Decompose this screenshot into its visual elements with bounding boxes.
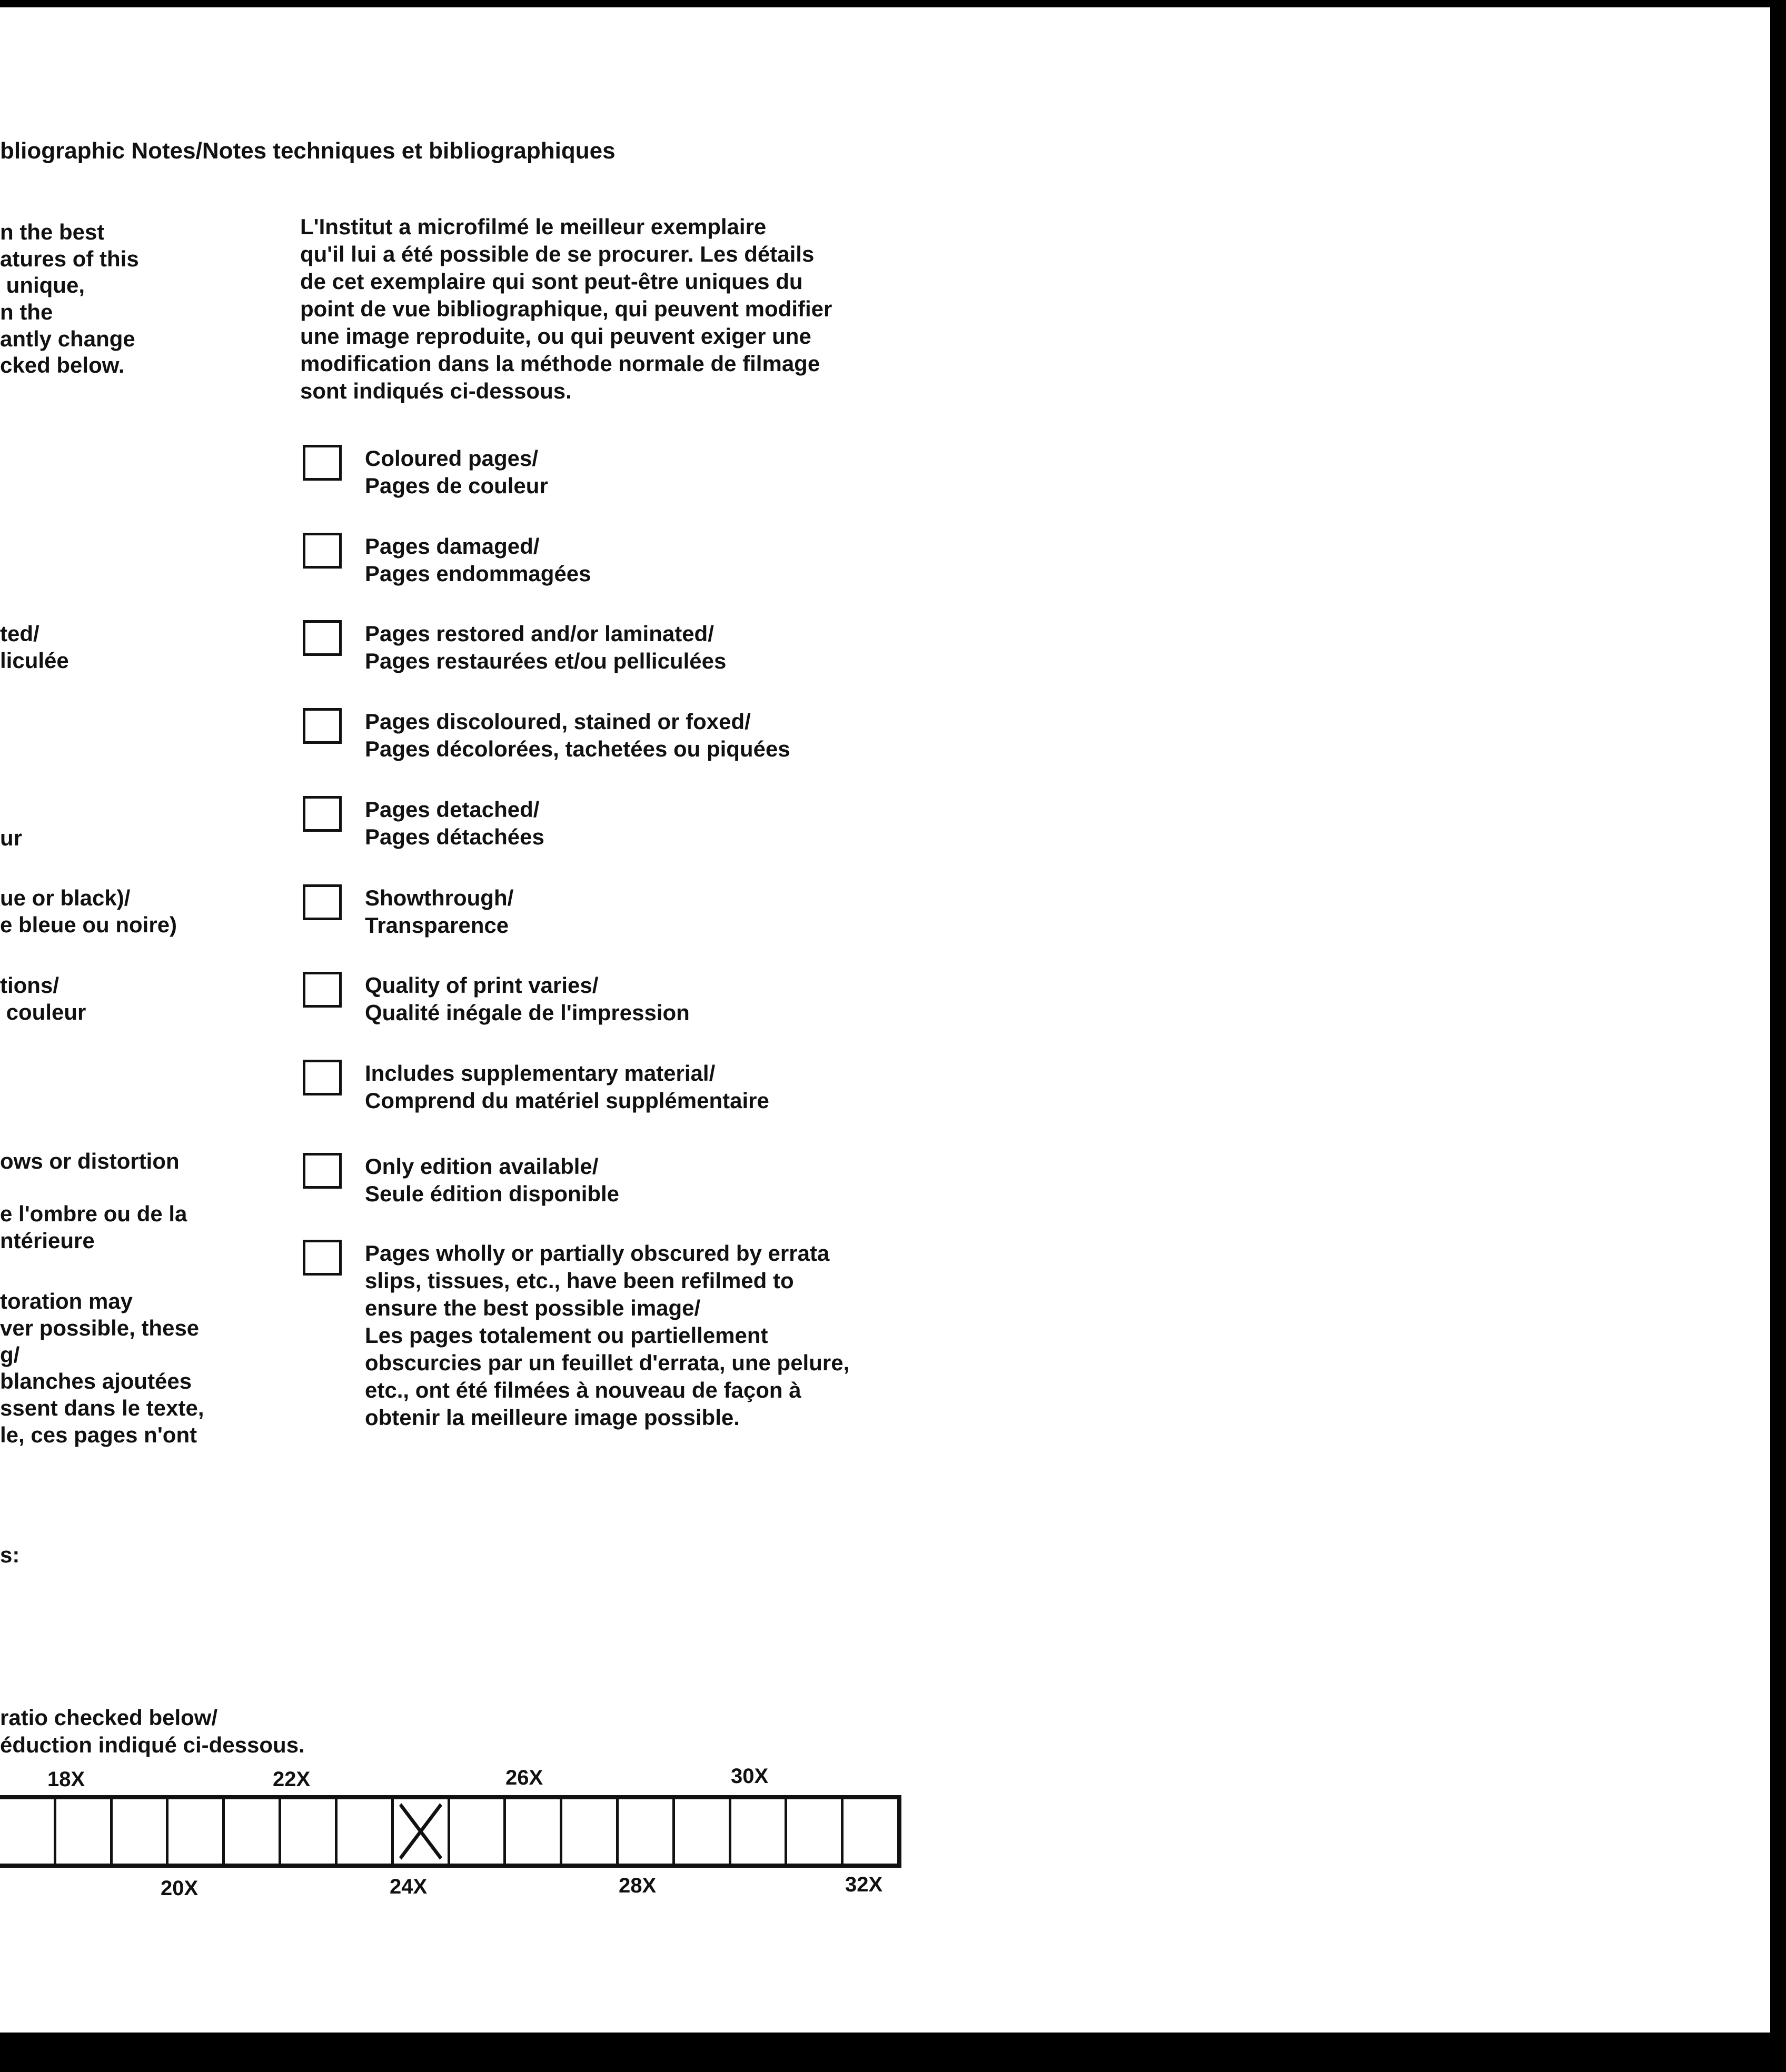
checkbox-quality-of-print[interactable] xyxy=(303,972,342,1008)
checklist-label-en: Showthrough/ xyxy=(365,885,514,910)
ratio-cell[interactable] xyxy=(222,1799,279,1864)
errata-line: Les pages totalement ou partiellement xyxy=(365,1323,768,1348)
intro-line: sont indiqués ci-dessous. xyxy=(300,378,572,403)
intro-line: point de vue bibliographique, qui peuvent modifier xyxy=(300,296,832,321)
ratio-cell[interactable] xyxy=(729,1799,785,1864)
ratio-cell[interactable] xyxy=(560,1799,616,1864)
ratio-cell[interactable] xyxy=(166,1799,222,1864)
checkbox-only-edition[interactable] xyxy=(303,1153,342,1189)
checklist-item-showthrough xyxy=(303,884,513,939)
ratio-cell[interactable] xyxy=(503,1799,560,1864)
intro-line: de cet exemplaire qui sont peut-être uniques du xyxy=(300,269,803,294)
checklist-label-en: Coloured pages/ xyxy=(365,446,539,471)
checklist-item-only-edition xyxy=(303,1153,619,1208)
left-fragment: tions/ xyxy=(0,973,59,998)
left-fragment: le, ces pages n'ont xyxy=(0,1422,197,1447)
checklist-label-en: Pages restored and/or laminated/ xyxy=(365,621,714,646)
ratio-note-line: éduction indiqué ci-dessous. xyxy=(0,1732,305,1757)
scale-label-top: 26X xyxy=(505,1766,543,1789)
ratio-cell[interactable] xyxy=(616,1799,672,1864)
checkbox-pages-discoloured[interactable] xyxy=(303,708,342,744)
errata-line: obscurcies par un feuillet d'errata, une pelure, xyxy=(365,1350,850,1375)
errata-line: etc., ont été filmées à nouveau de façon à xyxy=(365,1378,801,1402)
left-fragment: couleur xyxy=(0,1000,86,1024)
left-fragment: ted/ xyxy=(0,621,39,646)
intro-line: qu'il lui a été possible de se procurer. Les détails xyxy=(300,242,815,266)
ratio-cell[interactable] xyxy=(785,1799,841,1864)
left-fragment: ue or black)/ xyxy=(0,885,131,910)
ratio-cell[interactable] xyxy=(110,1799,166,1864)
checklist-item-pages-detached xyxy=(303,796,544,851)
checklist-label-fr: Pages endommagées xyxy=(365,561,591,586)
checklist-label-en: Includes supplementary material/ xyxy=(365,1061,716,1085)
checklist-item-supplementary-material xyxy=(303,1060,769,1114)
ratio-cell[interactable] xyxy=(335,1799,391,1864)
checklist-item-coloured-pages xyxy=(303,445,548,500)
intro-paragraph xyxy=(300,213,921,405)
left-fragment: blanches ajoutées xyxy=(0,1369,192,1393)
left-fragment: ssent dans le texte, xyxy=(0,1396,204,1420)
checklist-label-en: Pages detached/ xyxy=(365,797,540,822)
checklist-label-fr: Seule édition disponible xyxy=(365,1181,620,1206)
page-heading: bliographic Notes/Notes techniques et bibliographiques xyxy=(0,138,616,164)
checklist-label-fr: Pages décolorées, tachetées ou piquées xyxy=(365,736,790,761)
errata-line: ensure the best possible image/ xyxy=(365,1296,701,1320)
left-fragment: ver possible, these xyxy=(0,1316,200,1340)
checkbox-supplementary-material[interactable] xyxy=(303,1060,342,1095)
left-fragment: antly change xyxy=(0,326,135,351)
ratio-cell[interactable] xyxy=(279,1799,335,1864)
errata-line: slips, tissues, etc., have been refilmed to xyxy=(365,1268,794,1293)
checklist-label-en: Quality of print varies/ xyxy=(365,973,599,998)
intro-line: une image reproduite, ou qui peuvent exiger une xyxy=(300,324,811,348)
left-fragment: unique, xyxy=(0,273,85,297)
left-fragment: s: xyxy=(0,1542,20,1567)
checkbox-coloured-pages[interactable] xyxy=(303,445,342,481)
scale-label-bottom: 20X xyxy=(161,1877,199,1900)
left-fragment: e l'ombre ou de la xyxy=(0,1201,187,1226)
checklist-item-pages-damaged xyxy=(303,533,591,587)
left-fragment: liculée xyxy=(0,648,69,673)
scale-label-bottom: 32X xyxy=(845,1873,883,1896)
left-fragment: ntérieure xyxy=(0,1228,95,1253)
left-fragment: atures of this xyxy=(0,246,139,271)
left-fragment: n the xyxy=(0,300,53,324)
scan-border-right xyxy=(1770,0,1786,2072)
checkbox-pages-restored[interactable] xyxy=(303,620,342,656)
scale-label-top: 22X xyxy=(273,1768,311,1791)
scale-label-bottom: 28X xyxy=(619,1874,657,1897)
ratio-cell[interactable] xyxy=(448,1799,504,1864)
checklist-label-fr: Transparence xyxy=(365,913,509,938)
ratio-note-line: ratio checked below/ xyxy=(0,1705,218,1730)
left-fragment: ur xyxy=(0,825,22,850)
checklist-label-en: Pages discoloured, stained or foxed/ xyxy=(365,709,751,734)
checklist-label-en: Pages damaged/ xyxy=(365,534,540,559)
checklist-label-fr: Pages détachées xyxy=(365,824,544,849)
checkbox-showthrough[interactable] xyxy=(303,884,342,920)
scale-label-top: 30X xyxy=(731,1765,769,1788)
left-fragment: ows or distortion xyxy=(0,1149,180,1173)
checklist-item-pages-discoloured xyxy=(303,708,790,763)
scale-label-bottom: 24X xyxy=(390,1875,428,1898)
checklist-label-fr: Pages restaurées et/ou pelliculées xyxy=(365,649,727,673)
checkbox-pages-damaged[interactable] xyxy=(303,533,342,569)
left-fragment: e bleue ou noire) xyxy=(0,912,177,937)
checklist-label-fr: Qualité inégale de l'impression xyxy=(365,1000,690,1025)
scale-label-top: 18X xyxy=(47,1768,85,1791)
errata-line: Pages wholly or partially obscured by errata xyxy=(365,1241,830,1266)
checklist-label-en: Only edition available/ xyxy=(365,1154,599,1179)
left-fragment: n the best xyxy=(0,220,105,244)
left-fragment: g/ xyxy=(0,1342,20,1367)
scan-border-top xyxy=(0,0,1786,7)
checklist-item-pages-restored xyxy=(303,620,726,675)
intro-line: L'Institut a microfilmé le meilleur exemplaire xyxy=(300,214,767,239)
left-fragment: cked below. xyxy=(0,353,125,377)
intro-line: modification dans la méthode normale de filmage xyxy=(300,351,820,376)
checklist-item-errata xyxy=(303,1240,849,1431)
checklist-item-quality-of-print xyxy=(303,972,690,1027)
ratio-cell[interactable] xyxy=(841,1799,897,1864)
checkbox-errata[interactable] xyxy=(303,1240,342,1276)
ratio-cell[interactable] xyxy=(54,1799,110,1864)
scan-border-bottom xyxy=(0,2033,1786,2072)
checkbox-pages-detached[interactable] xyxy=(303,796,342,832)
ratio-cell-checked[interactable] xyxy=(391,1799,448,1864)
ratio-cell[interactable] xyxy=(672,1799,729,1864)
errata-line: obtenir la meilleure image possible. xyxy=(365,1405,740,1430)
checklist-label-fr: Comprend du matériel supplémentaire xyxy=(365,1088,769,1113)
ratio-cell[interactable] xyxy=(0,1799,54,1864)
ratio-note xyxy=(0,1704,305,1759)
x-mark-icon xyxy=(394,1799,448,1864)
checklist-label-fr: Pages de couleur xyxy=(365,473,548,498)
reduction-ratio-strip xyxy=(0,1795,901,1868)
left-fragment: toration may xyxy=(0,1289,133,1313)
